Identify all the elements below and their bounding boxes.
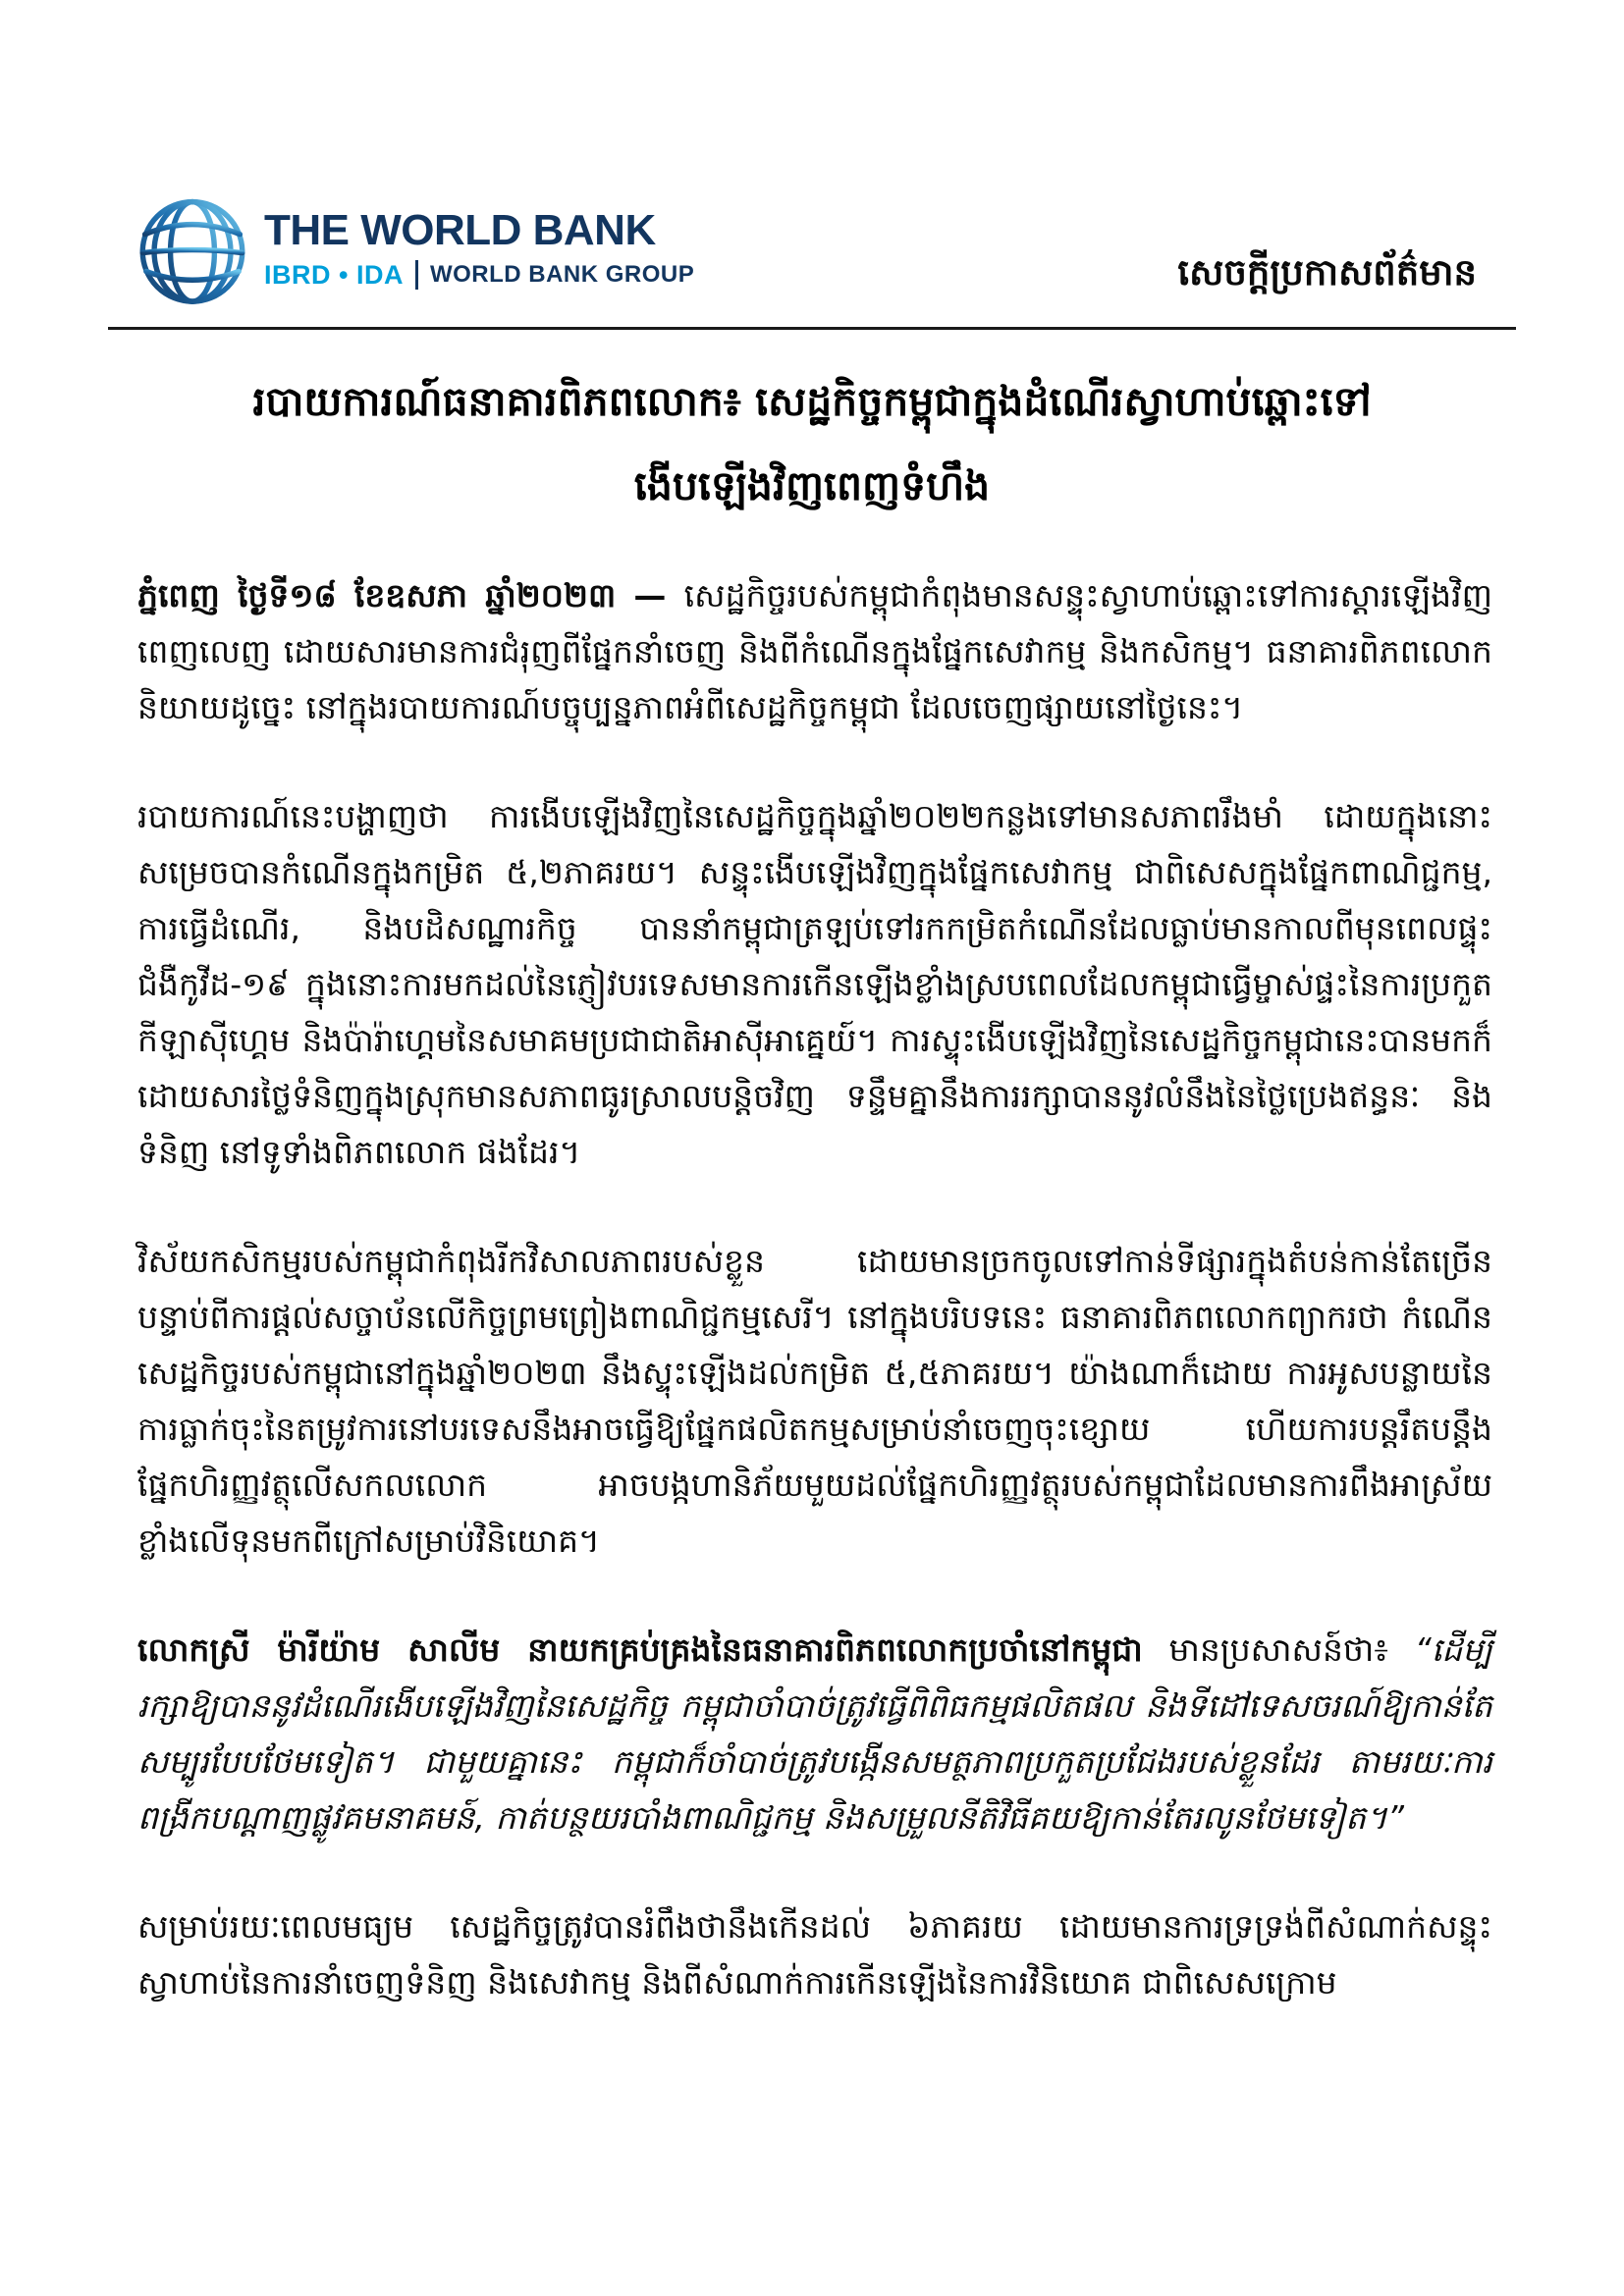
logo-group-label: WORLD BANK GROUP <box>429 261 695 289</box>
world-bank-logo <box>135 191 694 307</box>
paragraph-dateline <box>137 567 1492 735</box>
paragraph-2: របាយការណ៍នេះបង្ហាញថា ការងើបឡើងវិញនៃសេដ្ឋកិច្ចក្នុងឆ្នាំ២០២២កន្លងទៅមានសភាពរឹងមាំ ដោយក្នុងនោះសម្រេចបានកំណើនក្នុងកម្រិត ៥,២ភាគរយ។ សន្ទុះងើបឡើងវិញក្នុងផ្នែកសេវាកម្ម ជាពិសេសក្នុងផ្នែកពាណិជ្ជកម្ម, ការធ្វើដំណើរ, និងបដិសណ្ឋារកិច្ច បាននាំកម្ពុជាត្រឡប់ទៅរកកម្រិតកំណើនដែលធ្លាប់មានកាលពីមុនពេលផ្ទុះជំងឺកូវីដ-១៩ ក្នុងនោះការមកដល់នៃភ្ញៀវបរទេសមានការកើនឡើងខ្លាំងស្របពេលដែលកម្ពុជាធ្វើម្ចាស់ផ្ទះនៃការប្រកួតកីឡាស៊ីហ្គេម និងប៉ារ៉ាហ្គេមនៃសមាគមប្រជាជាតិអាស៊ីអាគ្នេយ៍។ ការស្ទុះងើបឡើងវិញនៃសេដ្ឋកិច្ចកម្ពុជានេះបានមកក៏ដោយសារថ្លៃទំនិញក្នុងស្រុកមានសភាពធូរស្រាលបន្តិចវិញ ទន្ទឹមគ្នានឹងការរក្សាបាននូវលំនឹងនៃថ្លៃប្រេងឥន្ធនៈ និងទំនិញ នៅទូទាំងពិភពលោក ផងដែរ។ <box>137 797 1492 1171</box>
quote-speaker: លោកស្រី ម៉ារីយ៉ាម សាលីម នាយកគ្រប់គ្រងនៃធនាគារពិភពលោកប្រចាំនៅកម្ពុជា <box>137 1630 1143 1669</box>
world-bank-globe-icon <box>135 191 250 307</box>
paragraph-quote <box>137 1622 1492 1845</box>
document-body <box>0 548 1624 2010</box>
masthead <box>0 0 1624 307</box>
logo-subtitle <box>264 260 694 291</box>
quote-text: “ដើម្បីរក្សាឱ្យបាននូវដំណើរងើបឡើងវិញនៃសេដ្ឋកិច្ច កម្ពុជាចាំបាច់ត្រូវធ្វើពិពិធកម្មផលិតផល និងទីដៅទេសចរណ៍ឱ្យកាន់តែសម្បូរបែបថែមទៀត។ ជាមួយគ្នានេះ កម្ពុជាក៏ចាំបាច់ត្រូវបង្កើនសមត្ថភាពប្រកួតប្រជែងរបស់ខ្លួនដែរ តាមរយៈការពង្រីកបណ្ដាញផ្លូវគមនាគមន៍, កាត់បន្ថយរបាំងពាណិជ្ជកម្ម និងសម្រួលនីតិវិធីគយឱ្យកាន់តែរលូនថែមទៀត។” <box>137 1630 1492 1837</box>
paragraph-5: សម្រាប់រយៈពេលមធ្យម សេដ្ឋកិច្ចត្រូវបានរំពឹងថានឹងកើនដល់ ៦ភាគរយ ដោយមានការទ្រទ្រង់ពីសំណាក់សន្ទុះស្វាហាប់នៃការនាំចេញទំនិញ និងសេវាកម្ម និងពីសំណាក់ការកើនឡើងនៃការវិនិយោគ ជាពិសេសក្រោម <box>137 1907 1492 2002</box>
document-title <box>118 359 1506 528</box>
header-divider <box>108 327 1516 330</box>
press-release-label: សេចក្ដីប្រកាសព័ត៌មាន <box>1177 251 1477 294</box>
dateline: ភ្នំពេញ ថ្ងៃទី១៨ ខែឧសភា ឆ្នាំ២០២៣ — <box>137 576 684 614</box>
paragraph-1-text: សេដ្ឋកិច្ចរបស់កម្ពុជាកំពុងមានសន្ទុះស្វាហាប់ឆ្ពោះទៅការស្ដារឡើងវិញពេញលេញ ដោយសារមានការជំរុញពីផ្នែកនាំចេញ និងពីកំណើនក្នុងផ្នែកសេវាកម្ម និងកសិកម្ម។ ធនាគារពិភពលោកនិយាយដូច្នេះ នៅក្នុងរបាយការណ៍បច្ចុប្បន្នភាពអំពីសេដ្ឋកិច្ចកម្ពុជា ដែលចេញផ្សាយនៅថ្ងៃនេះ។ <box>137 576 1492 726</box>
quote-attribution: មានប្រសាសន៍ថា៖ <box>1142 1630 1415 1669</box>
paragraph-3: វិស័យកសិកម្មរបស់កម្ពុជាកំពុងរីកវិសាលភាពរបស់ខ្លួន ដោយមានច្រកចូលទៅកាន់ទីផ្សារក្នុងតំបន់កាន់តែច្រើនបន្ទាប់ពីការផ្តល់សច្ចាប័នលើកិច្ចព្រមព្រៀងពាណិជ្ជកម្មសេរី។ នៅក្នុងបរិបទនេះ ធនាគារពិភពលោកព្យាករថា កំណើនសេដ្ឋកិច្ចរបស់កម្ពុជានៅក្នុងឆ្នាំ២០២៣ នឹងស្ទុះឡើងដល់កម្រិត ៥,៥ភាគរយ។ យ៉ាងណាក៏ដោយ ការអូសបន្លាយនៃការធ្លាក់ចុះនៃតម្រូវការនៅបរទេសនឹងអាចធ្វើឱ្យផ្នែកផលិតកម្មសម្រាប់នាំចេញចុះខ្សោយ ហើយការបន្តរឹតបន្តឹងផ្នែកហិរញ្ញវត្ថុលើសកលលោក អាចបង្កហានិភ័យមួយដល់ផ្នែកហិរញ្ញវត្ថុរបស់កម្ពុជាដែលមានការពឹងអាស្រ័យខ្លាំងលើទុនមកពីក្រៅសម្រាប់វិនិយោគ។ <box>137 1242 1492 1560</box>
logo-ibrd-ida-label: IBRD • IDA <box>264 259 404 290</box>
logo-title: THE WORLD BANK <box>264 206 656 255</box>
logo-separator-bar <box>415 260 418 290</box>
title-line-2: ងើបឡើងវិញពេញទំហឹង <box>633 462 991 509</box>
title-line-1: របាយការណ៍ធនាគារពិភពលោក៖ សេដ្ឋកិច្ចកម្ពុជាក្នុងដំណើរស្វាហាប់ឆ្ពោះទៅ <box>252 378 1372 425</box>
logo-text <box>264 208 694 290</box>
